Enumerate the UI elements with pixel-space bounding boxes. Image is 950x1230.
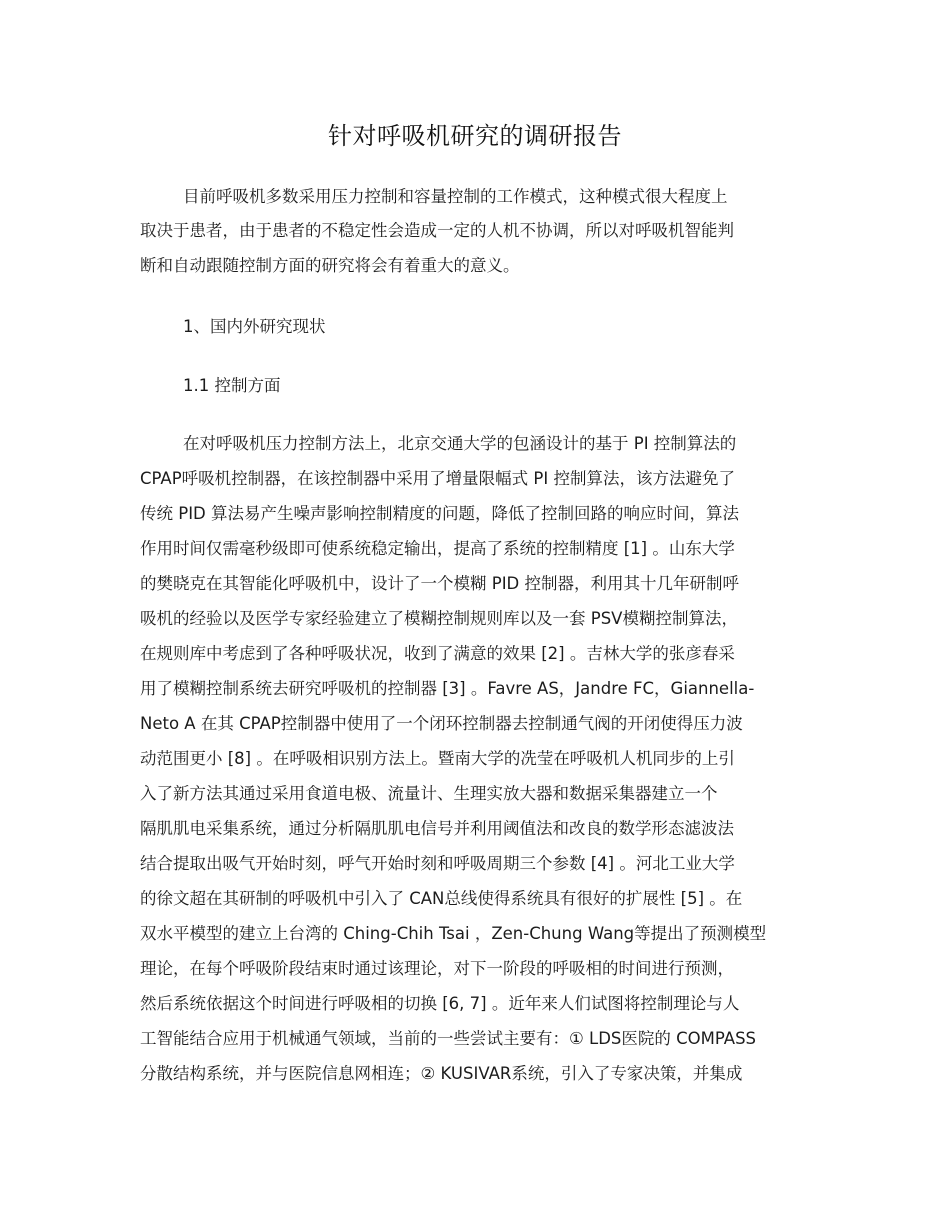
body-line: 理论，在每个呼吸阶段结束时通过该理论，对下一阶段的呼吸相的时间进行预测， (140, 959, 734, 978)
body-line: 动范围更小 [8] 。在呼吸相识别方法上。暨南大学的冼莹在呼吸机人机同步的上引 (140, 749, 735, 768)
body-line: 传统 PID 算法易产生噪声影响控制精度的问题，降低了控制回路的响应时间，算法 (140, 504, 740, 523)
body-line: 分散结构系统，并与医院信息网相连；② KUSIVAR系统，引入了专家决策，并集成 (140, 1064, 743, 1083)
body-line: 工智能结合应用于机械通气领域，当前的一些尝试主要有：① LDS医院的 COMPASS (140, 1029, 757, 1048)
body-line: 在对呼吸机压力控制方法上，北京交通大学的包涵设计的基于 PI 控制算法的 (183, 434, 737, 453)
body-line: 然后系统依据这个时间进行呼吸相的切换 [6, 7] 。近年来人们试图将控制理论与人 (140, 994, 740, 1013)
body-line: 在规则库中考虑到了各种呼吸状况，收到了满意的效果 [2] 。吉林大学的张彦春采 (140, 644, 735, 663)
body-line: 的樊晓克在其智能化呼吸机中，设计了一个模糊 PID 控制器，利用其十几年研制呼 (140, 574, 740, 593)
intro-line-2: 取决于患者，由于患者的不稳定性会造成一定的人机不协调，所以对呼吸机智能判 (140, 221, 734, 240)
body-line: 作用时间仅需毫秒级即可使系统稳定输出，提高了系统的控制精度 [1] 。山东大学 (140, 539, 735, 558)
body-line: Neto A 在其 CPAP控制器中使用了一个闭环控制器去控制通气阀的开闭使得压力波 (140, 714, 743, 733)
intro-line-1: 目前呼吸机多数采用压力控制和容量控制的工作模式，这种模式很大程度上 (183, 187, 728, 206)
body-line: 吸机的经验以及医学专家经验建立了模糊控制规则库以及一套 PSV模糊控制算法， (140, 609, 738, 628)
body-line: 入了新方法其通过采用食道电极、流量计、生理实放大器和数据采集器建立一个 (140, 784, 718, 803)
subsection-heading: 1.1 控制方面 (183, 376, 281, 395)
body-line: 双水平模型的建立上台湾的 Ching-Chih Tsai ，Zen-Chung Wang等提出了预测模型 (140, 924, 767, 943)
body-line: 用了模糊控制系统去研究呼吸机的控制器 [3] 。Favre AS，Jandre FC，Giannella- (140, 679, 755, 698)
body-line: 的徐文超在其研制的呼吸机中引入了 CAN总线使得系统具有很好的扩展性 [5] 。在 (140, 889, 743, 908)
body-line: 隔肌肌电采集系统，通过分析隔肌肌电信号并利用阈值法和改良的数学形态滤波法 (140, 819, 734, 838)
intro-line-3: 断和自动跟随控制方面的研究将会有着重大的意义。 (140, 256, 520, 275)
body-line: 结合提取出吸气开始时刻，呼气开始时刻和呼吸周期三个参数 [4] 。河北工业大学 (140, 854, 735, 873)
body-line: CPAP呼吸机控制器，在该控制器中采用了增量限幅式 PI 控制算法，该方法避免了 (140, 469, 735, 488)
document-title: 针对呼吸机研究的调研报告 (328, 122, 622, 150)
section-heading: 1、国内外研究现状 (183, 317, 326, 336)
